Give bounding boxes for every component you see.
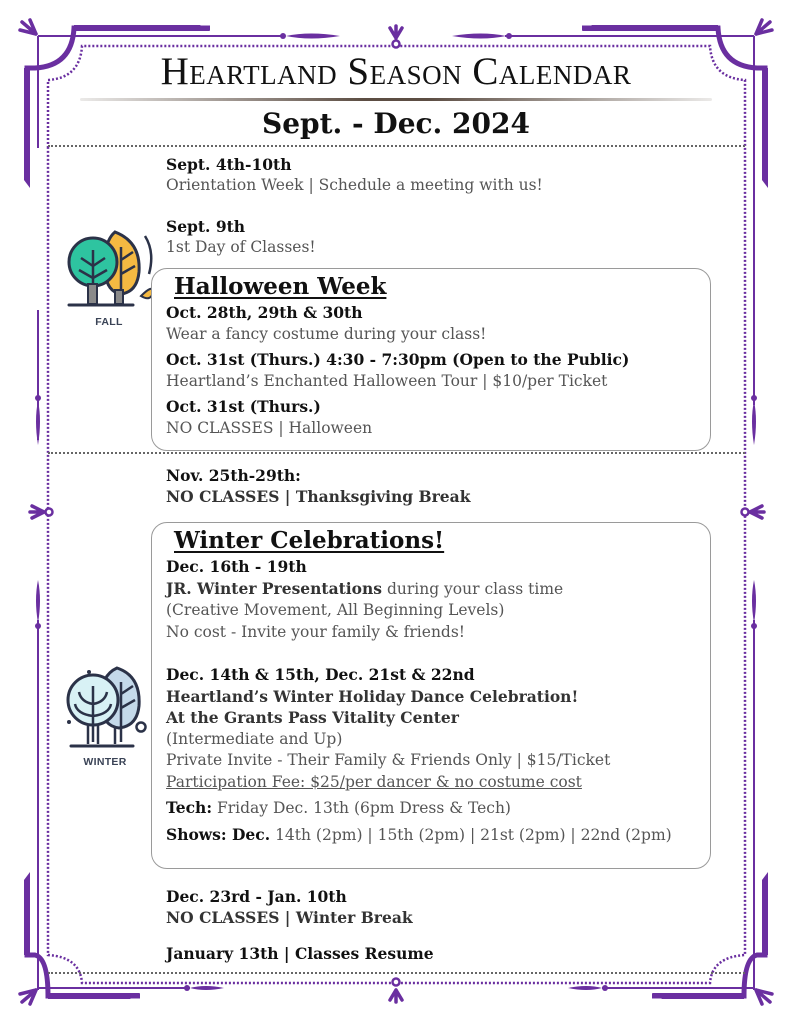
page-title: Heartland Season Calendar [160, 50, 632, 93]
event-name: JR. Winter Presentations [166, 578, 383, 598]
event-thanksgiving [166, 465, 470, 507]
fall-label: FALL [95, 316, 123, 328]
halloween-title: Halloween Week [174, 273, 387, 300]
section-divider [48, 145, 745, 147]
event-first-day [166, 216, 316, 258]
tech-text: Friday Dec. 13th (6pm Dress & Tech) [212, 799, 511, 817]
event-name: Heartland’s Winter Holiday Dance Celebration! [166, 686, 579, 706]
event-date: Sept. 9th [166, 217, 246, 236]
winter-trees-icon [59, 662, 151, 752]
event-invite: Private Invite - Their Family & Friends Only | $15/Ticket [166, 751, 611, 769]
participation-fee: Participation Fee: $25/per dancer & no costume cost [166, 772, 582, 791]
event-date: Oct. 31st (Thurs.) [166, 397, 321, 416]
title-divider [80, 98, 712, 101]
shows-text: 14th (2pm) | 15th (2pm) | 21st (2pm) | 22nd (2pm) [270, 825, 672, 844]
tech-label: Tech: [166, 798, 213, 817]
event-description: during your class time [382, 579, 564, 598]
event-levels: (Creative Movement, All Beginning Levels) [166, 601, 505, 619]
event-classes-resume [166, 943, 434, 964]
section-divider [48, 452, 745, 454]
event-date: Dec. 16th - 19th [166, 557, 307, 576]
event-venue: At the Grants Pass Vitality Center [166, 708, 459, 727]
winter-label: WINTER [83, 756, 127, 768]
event-winter-break [166, 886, 413, 928]
fall-season-badge [54, 222, 164, 328]
event-description: January 13th | Classes Resume [166, 944, 434, 963]
event-date: Sept. 4th-10th [166, 155, 292, 174]
event-cost: No cost - Invite your family & friends! [166, 622, 466, 641]
event-levels: (Intermediate and Up) [166, 729, 343, 748]
event-orientation-week [166, 154, 543, 196]
event-description: NO CLASSES | Halloween [166, 418, 373, 437]
event-date: Oct. 31st (Thurs.) 4:30 - 7:30pm (Open to the Public) [166, 350, 630, 369]
section-divider [48, 972, 745, 974]
event-date: Dec. 14th & 15th, Dec. 21st & 22nd [166, 665, 475, 684]
event-description: NO CLASSES | Winter Break [166, 908, 413, 927]
winter-title: Winter Celebrations! [174, 527, 445, 554]
event-date: Oct. 28th, 29th & 30th [166, 303, 363, 322]
shows-label: Shows: Dec. [166, 824, 271, 844]
winter-celebrations-box [151, 522, 711, 869]
halloween-week-box [151, 268, 711, 451]
event-date: Nov. 25th-29th: [166, 466, 301, 485]
event-description: Orientation Week | Schedule a meeting with us! [166, 176, 543, 194]
event-date: Dec. 23rd - Jan. 10th [166, 887, 347, 906]
winter-season-badge [50, 662, 160, 768]
event-description: NO CLASSES | Thanksgiving Break [166, 487, 471, 506]
event-description: 1st Day of Classes! [166, 238, 316, 256]
event-description: Heartland’s Enchanted Halloween Tour | $10/per Ticket [166, 371, 608, 390]
event-description: Wear a fancy costume during your class! [166, 324, 487, 343]
page-subtitle: Sept. - Dec. 2024 [262, 107, 530, 140]
fall-trees-icon [63, 222, 155, 312]
